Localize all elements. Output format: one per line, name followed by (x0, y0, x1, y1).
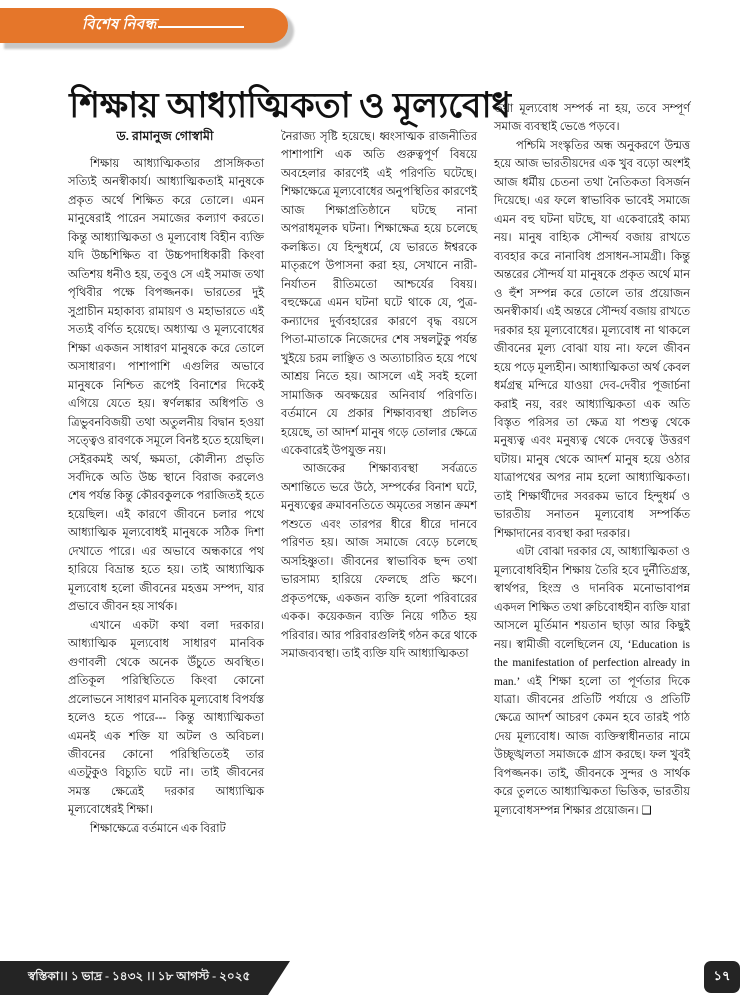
text-column-2 (281, 128, 477, 943)
paragraph: শিক্ষায় আধ্যাত্মিকতার প্রাসঙ্গিকতা সত্যিই অনস্বীকার্য। আধ্যাত্মিকতাই মানুষকে প্রকৃত অর্থে শিক্ষিত করে তোলে। এমন মানুষেরাই পারেন সমাজের কল্যাণ করতে। কিন্তু আধ্যাত্মিকতা ও মূল্যবোধ বিহীন ব্যক্তি যদি উচ্চশিক্ষিত বা উচ্চপদাধিকারী কিংবা অতিশয় ধনীও হয়, তবুও সে এই সমাজ তথা পৃথিবীর পক্ষে বিপজ্জনক। ভারতের দুই সুপ্রাচীন মহাকাব্য রামায়ণ ও মহাভারতে এই সত্যই বর্ণিত হয়েছে। অধ্যাত্ম ও মূল্যবোধের শিক্ষা একজন সাধারণ মানুষকে করে তোলে অসাধারণ। পাশাপাশি এগুলির অভাবে মানুষকে নিশ্চিত রূপেই বিনাশের দিকেই এগিয়ে যেতে হয়। স্বর্ণলঙ্কার অধিপতি ও ত্রিভুবনবিজয়ী তথা অতুলনীয় বিদ্বান হওয়া সত্ত্বেও রাবণকে সমূলে বিনষ্ট হতে হয়েছিল। সেইরকমই অর্থ, ক্ষমতা, কৌলীন্য প্রভৃতি সর্বদিকে অতি উচ্চ স্থানে বিরাজ করলেও শেষ পর্যন্ত কিন্তু কৌরবকুলকে পরাজিতই হতে হয়েছিল। এই কারণে জীবনে চলার পথে আধ্যাত্মিক মূল্যবোধই মানুষকে সঠিক দিশা দেখাতে পারে। এর অভাবে অন্ধকারে পথ হারিয়ে বিভ্রান্ত হতে হয়। তাই আধ্যাত্মিক মূল্যবোধ হলো জীবনের মহত্তম সম্পদ, যার প্রভাবে জীবন হয় সার্থক। (68, 158, 264, 614)
paragraph: এখানে একটা কথা বলা দরকার। আধ্যাত্মিক মূল্যবোধ সাধারণ মানবিক গুণাবলী থেকে অনেক উঁচুতে অবস্থিত। প্রতিকূল পরিস্থিতিতে কিংবা কোনো প্রলোভনে সাধারণ মানবিক মূল্যবোধ বিপর্যস্ত হলেও হতে পারে--- কিন্তু আধ্যাত্মিকতা এমনই এক শক্তি যা অটল ও অবিচল। জীবনের কোনো পরিস্থিতিতেই তার এতটুকুও বিচ্যুতি ঘটে না। তাই জীবনের সমস্ত ক্ষেত্রেই দরকার আধ্যাত্মিক মূল্যবোধেরই শিক্ষা। (68, 619, 264, 817)
paragraph: এটা বোঝা দরকার যে, আধ্যাত্মিকতা ও মূল্যবোধবিহীন শিক্ষায় তৈরি হবে দুর্নীতিগ্রস্ত, স্বার্থপর, হিংস্র ও দানবিক মনোভাবাপন্ন একদল শিক্ষিত তথা রুচিবোধহীন ব্যক্তি যারা আসলে মূর্তিমান শয়তান ছাড়া আর কিছুই নয়। স্বামীজী বলেছিলেন যে, ‘Education is the manifestation of perfection already in man.’ এই শিক্ষা হলো তা পূর্ণতার দিকে যাত্রা। জীবনের প্রতিটি পর্যায়ে ও প্রতিটি ক্ষেত্রে আদর্শ আচরণ কেমন হবে তারই পাঠ দেয় মূল্যবোধ। আজ ব্যক্তিস্বাধীনতার নামে উচ্ছৃঙ্খলতা সমাজকে গ্রাস করছে। ফল খুবই বিপজ্জনক। তাই, জীবনকে সুন্দর ও সার্থক করে তুলতে আধ্যাত্মিকতা ভিত্তিক, ভারতীয় মূল্যবোধসম্পন্ন শিক্ষার প্রয়োজন। ❑ (494, 546, 690, 817)
page-title: শিক্ষায় আধ্যাত্মিকতা ও মূল্যবোধ (69, 86, 511, 126)
article-body (38, 100, 718, 940)
text-column-3 (494, 100, 690, 945)
category-label: বিশেষ নিবন্ধ (82, 17, 157, 33)
publication-info: স্বস্তিকা।। ১ ভাদ্র - ১৪৩২ ।। ১৮ আগস্ট - ২০২৫ (28, 969, 251, 983)
paragraph: পশ্চিমি সংস্কৃতির অন্ধ অনুকরণে উন্মত্ত হয়ে আজ ভারতীয়দের এক খুব বড়ো অংশই আজ ধর্মীয় চেতনা তথা নৈতিকতা বিসর্জন দিয়েছে। এর ফলে স্বাভাবিক ভাবেই সমাজে এমন বহু ঘটনা ঘটছে, যা একেবারেই কাম্য নয়। মানুষ বাহ্যিক সৌন্দর্য বজায় রাখতে ব্যবহার করে নানাবিধ প্রসাধন-সামগ্রী। কিন্তু অন্তরের সৌন্দর্য যা মানুষকে প্রকৃত অর্থে মান ও হুঁশ সম্পন্ন করে তোলে তার প্রয়োজন অনস্বীকার্য। এই অন্তরে সৌন্দর্য বজায় রাখতে দরকার হয় মূল্যবোধের। মূল্যবোধ না থাকলে জীবনের মূল্য বোঝা যায় না। ফলে জীবন হয়ে পড়ে মূল্যহীন। আধ্যাত্মিকতা অর্থ কেবল ধর্মগ্রন্থ মন্দিরে যাওয়া দেব-দেবীর পূজার্চনা করাই নয়, বরং আধ্যাত্মিকতা এক অতি বিস্তৃত পরিসর তা ক্ষেত্র যা পশুত্ব থেকে মনুষ্যত্ব এবং মনুষ্যত্ব থেকে দেবত্বে উত্তরণ ঘটায়। মানুষ থেকে আদর্শ মানুষ হয়ে ওঠার যাত্রাপথের অপর নাম হলো আধ্যাত্মিকতা। তাই শিক্ষার্থীদের সবরকম ভাবে হিন্দুধর্ম ও ভারতীয় সনাতন মূল্যবোধ সম্পর্কিত শিক্ষাদানের ব্যবস্থা করা দরকার। (494, 139, 690, 540)
banner-pill (0, 8, 288, 43)
page-number-badge: ১৭ (704, 961, 740, 993)
paragraph: শিক্ষাক্ষেত্রে বর্তমানে এক বিরাট (90, 822, 226, 835)
banner-rule-line (158, 26, 244, 28)
author-byline: ড. রামানুজ গোস্বামী (116, 129, 214, 143)
text-column-1 (68, 155, 264, 945)
paragraph: নৈরাজ্য সৃষ্টি হয়েছে। ধ্বংসাত্মক রাজনীতির পাশাপাশি এক অতি গুরুত্বপূর্ণ বিষয়ে অবহেলার কারণেই এই পরিণতি ঘটেছে। শিক্ষাক্ষেত্রে মূল্যবোধের অনুপস্থিতির কারণেই আজ শিক্ষাপ্রতিষ্ঠানে ঘটছে নানা অপরাধমূলক ঘটনা। শিক্ষাক্ষেত্র হয়ে চলেছে কলঙ্কিত। যে হিন্দুধর্মে, যে ভারতে ঈশ্বরকে মাতৃরূপে উপাসনা করা হয়, সেখানে নারী-নির্যাতন রীতিমতো আশ্চর্যের বিষয়। বহুক্ষেত্রে এমন ঘটনা ঘটে থাকে যে, পুত্র-কন্যাদের দুর্ব্যবহারের কারণে বৃদ্ধ বয়সে পিতা-মাতাকে নিজেদের শেষ সম্বলটুকু পর্যন্ত খুইয়ে চরম লাঞ্ছিত ও অত্যাচারিত হয়ে পথে আশ্রয় নিতে হয়। আসলে এই সবই হলো সামাজিক অবক্ষয়ের অনিবার্য পরিণতি। বর্তমানে যে প্রকার শিক্ষাব্যবস্থা প্রচলিত হয়েছে, তা আদর্শ মানুষ গড়ে তোলার ক্ষেত্রে একেবারেই উপযুক্ত নয়। (281, 131, 477, 457)
footer-band (0, 961, 268, 995)
category-banner (0, 8, 290, 46)
paragraph: আজকের শিক্ষাব্যবস্থা সর্বত্রতে অশান্তিতে ভরে উঠে, সম্পর্কের বিনাশ ঘটে, মনুষ্যত্বের ক্রমাবনতিতে অমৃতের সন্তান ক্রমশ পশুতে এবং তারপর ধীরে ধীরে দানবে পরিণত হয়। আজ সমাজে বেড়ে চলেছে অসহিষ্ণুতা। জীবনের স্বাভাবিক ছন্দ তথা ভারসাম্য হারিয়ে ফেলছে প্রতি ক্ষণে। প্রকৃতপক্ষে, একজন ব্যক্তি হলো পরিবারের একক। কয়েকজন ব্যক্তি নিয়ে গঠিত হয় পরিবার। আর পরিবারগুলিই গঠন করে থাকে সমাজব্যবস্থা। তাই ব্যক্তি যদি আধ্যাত্মিকতা (281, 463, 477, 661)
paragraph: তথা মূল্যবোধ সম্পর্ক না হয়, তবে সম্পূর্ণ সমাজ ব্যবস্থাই ভেঙে পড়বে। (494, 103, 690, 134)
page-footer (0, 961, 750, 995)
